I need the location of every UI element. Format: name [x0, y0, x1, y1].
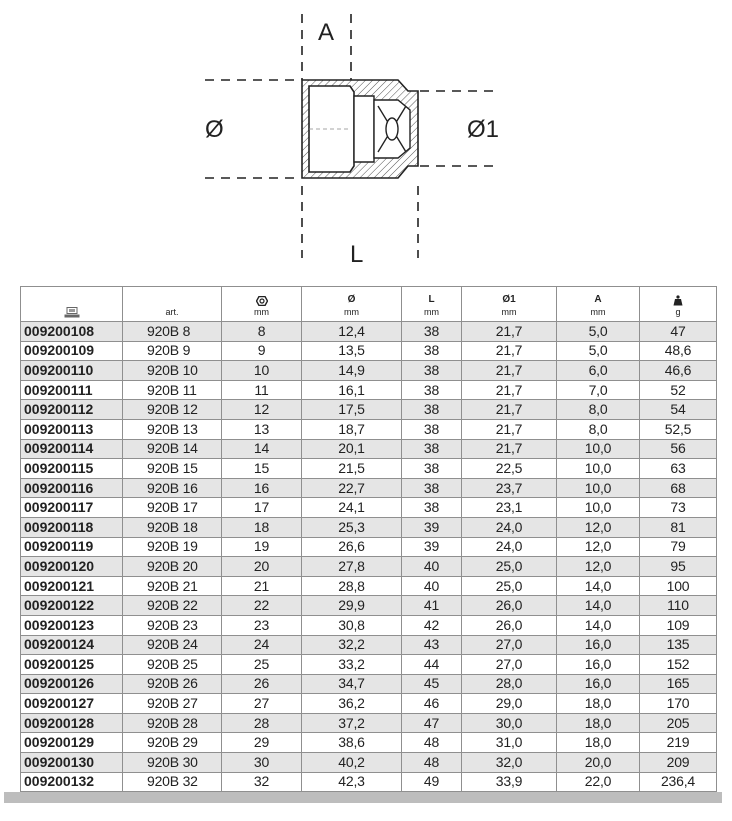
cell-code: 009200111	[21, 380, 123, 400]
cell-diameter: 12,4	[302, 322, 402, 342]
cell-hex-size: 14	[222, 439, 302, 459]
cell-hex-size: 9	[222, 341, 302, 361]
cell-art: 920B 22	[123, 596, 222, 616]
cell-diameter1: 25,0	[462, 576, 557, 596]
cell-diameter: 38,6	[302, 733, 402, 753]
cell-weight: 236,4	[640, 772, 717, 792]
cell-length: 38	[402, 459, 462, 479]
cell-a: 16,0	[557, 674, 640, 694]
cell-length: 40	[402, 557, 462, 577]
cell-code: 009200119	[21, 537, 123, 557]
cell-length: 38	[402, 498, 462, 518]
cell-a: 12,0	[557, 557, 640, 577]
header-length: L mm	[402, 287, 462, 322]
cell-hex-size: 23	[222, 615, 302, 635]
cell-length: 39	[402, 517, 462, 537]
cell-code: 009200113	[21, 419, 123, 439]
cell-art: 920B 8	[123, 322, 222, 342]
cell-hex-size: 25	[222, 655, 302, 675]
header-code	[21, 287, 123, 322]
cell-code: 009200125	[21, 655, 123, 675]
cell-code: 009200108	[21, 322, 123, 342]
cell-diameter1: 30,0	[462, 713, 557, 733]
cell-diameter1: 29,0	[462, 694, 557, 714]
cell-hex-size: 24	[222, 635, 302, 655]
table-row	[21, 478, 717, 498]
cell-hex-size: 27	[222, 694, 302, 714]
cell-diameter: 14,9	[302, 361, 402, 381]
table-body	[21, 322, 717, 792]
table-row	[21, 674, 717, 694]
cell-code: 009200123	[21, 615, 123, 635]
cell-diameter: 22,7	[302, 478, 402, 498]
cell-length: 45	[402, 674, 462, 694]
cell-diameter1: 31,0	[462, 733, 557, 753]
cell-art: 920B 15	[123, 459, 222, 479]
cell-diameter1: 21,7	[462, 400, 557, 420]
table-row	[21, 576, 717, 596]
cell-art: 920B 18	[123, 517, 222, 537]
bottom-divider-bar	[4, 792, 722, 803]
cell-weight: 95	[640, 557, 717, 577]
cell-hex-size: 29	[222, 733, 302, 753]
specification-table	[20, 286, 717, 792]
table-row	[21, 537, 717, 557]
socket-section	[302, 80, 418, 178]
cell-a: 20,0	[557, 753, 640, 773]
cell-length: 38	[402, 419, 462, 439]
cell-code: 009200109	[21, 341, 123, 361]
cell-code: 009200115	[21, 459, 123, 479]
cell-hex-size: 11	[222, 380, 302, 400]
cell-code: 009200132	[21, 772, 123, 792]
table-row	[21, 596, 717, 616]
cell-weight: 81	[640, 517, 717, 537]
header-hex-size: mm	[222, 287, 302, 322]
cell-hex-size: 18	[222, 517, 302, 537]
cell-weight: 209	[640, 753, 717, 773]
table-row	[21, 419, 717, 439]
cell-art: 920B 13	[123, 419, 222, 439]
table-row	[21, 498, 717, 518]
table-row	[21, 635, 717, 655]
barcode-scanner-icon	[64, 307, 80, 317]
cell-a: 8,0	[557, 400, 640, 420]
cell-art: 920B 9	[123, 341, 222, 361]
cell-a: 14,0	[557, 596, 640, 616]
table-row	[21, 380, 717, 400]
cell-art: 920B 28	[123, 713, 222, 733]
cell-hex-size: 19	[222, 537, 302, 557]
cell-diameter: 21,5	[302, 459, 402, 479]
cell-code: 009200118	[21, 517, 123, 537]
cell-weight: 46,6	[640, 361, 717, 381]
cell-hex-size: 30	[222, 753, 302, 773]
table-row	[21, 322, 717, 342]
header-diameter1: Ø1 mm	[462, 287, 557, 322]
cell-diameter1: 28,0	[462, 674, 557, 694]
cell-length: 43	[402, 635, 462, 655]
cell-weight: 52	[640, 380, 717, 400]
cell-diameter1: 26,0	[462, 615, 557, 635]
cell-weight: 52,5	[640, 419, 717, 439]
table-row	[21, 694, 717, 714]
cell-diameter: 25,3	[302, 517, 402, 537]
socket-dimension-diagram	[0, 0, 732, 280]
cell-diameter1: 26,0	[462, 596, 557, 616]
cell-art: 920B 10	[123, 361, 222, 381]
cell-length: 47	[402, 713, 462, 733]
cell-a: 7,0	[557, 380, 640, 400]
cell-weight: 109	[640, 615, 717, 635]
cell-code: 009200127	[21, 694, 123, 714]
cell-code: 009200122	[21, 596, 123, 616]
dimension-label-diameter1: Ø1	[467, 116, 500, 143]
cell-diameter: 29,9	[302, 596, 402, 616]
dimension-label-diameter: Ø	[205, 116, 224, 143]
cell-code: 009200114	[21, 439, 123, 459]
cell-weight: 165	[640, 674, 717, 694]
cell-diameter: 30,8	[302, 615, 402, 635]
cell-weight: 152	[640, 655, 717, 675]
cell-hex-size: 20	[222, 557, 302, 577]
cell-a: 5,0	[557, 341, 640, 361]
cell-hex-size: 15	[222, 459, 302, 479]
cell-a: 18,0	[557, 694, 640, 714]
cell-art: 920B 19	[123, 537, 222, 557]
cell-diameter: 37,2	[302, 713, 402, 733]
weight-icon	[640, 294, 716, 306]
cell-hex-size: 28	[222, 713, 302, 733]
cell-diameter1: 23,1	[462, 498, 557, 518]
cell-diameter: 34,7	[302, 674, 402, 694]
cell-diameter1: 21,7	[462, 380, 557, 400]
cell-a: 5,0	[557, 322, 640, 342]
cell-diameter1: 32,0	[462, 753, 557, 773]
cell-art: 920B 24	[123, 635, 222, 655]
cell-length: 38	[402, 380, 462, 400]
table-row	[21, 713, 717, 733]
cell-weight: 48,6	[640, 341, 717, 361]
cell-length: 48	[402, 753, 462, 773]
cell-weight: 79	[640, 537, 717, 557]
cell-code: 009200117	[21, 498, 123, 518]
cell-length: 38	[402, 361, 462, 381]
cell-diameter1: 21,7	[462, 419, 557, 439]
cell-hex-size: 22	[222, 596, 302, 616]
cell-weight: 219	[640, 733, 717, 753]
table-row	[21, 655, 717, 675]
cell-art: 920B 20	[123, 557, 222, 577]
cell-code: 009200116	[21, 478, 123, 498]
cell-diameter: 40,2	[302, 753, 402, 773]
cell-code: 009200129	[21, 733, 123, 753]
table-row	[21, 733, 717, 753]
cell-diameter: 42,3	[302, 772, 402, 792]
cell-diameter1: 21,7	[462, 439, 557, 459]
cell-a: 6,0	[557, 361, 640, 381]
cell-diameter1: 23,7	[462, 478, 557, 498]
cell-a: 8,0	[557, 419, 640, 439]
cell-diameter: 32,2	[302, 635, 402, 655]
cell-diameter1: 25,0	[462, 557, 557, 577]
cell-a: 12,0	[557, 517, 640, 537]
cell-code: 009200112	[21, 400, 123, 420]
cell-diameter1: 27,0	[462, 635, 557, 655]
cell-code: 009200130	[21, 753, 123, 773]
cell-hex-size: 21	[222, 576, 302, 596]
cell-hex-size: 16	[222, 478, 302, 498]
table-row	[21, 439, 717, 459]
dimension-label-a: A	[318, 19, 335, 46]
cell-length: 38	[402, 478, 462, 498]
cell-art: 920B 14	[123, 439, 222, 459]
cell-art: 920B 29	[123, 733, 222, 753]
cell-length: 49	[402, 772, 462, 792]
cell-a: 22,0	[557, 772, 640, 792]
cell-a: 14,0	[557, 576, 640, 596]
cell-weight: 56	[640, 439, 717, 459]
cell-a: 14,0	[557, 615, 640, 635]
cell-length: 38	[402, 400, 462, 420]
cell-art: 920B 11	[123, 380, 222, 400]
cell-a: 10,0	[557, 498, 640, 518]
cell-a: 18,0	[557, 733, 640, 753]
cell-diameter: 17,5	[302, 400, 402, 420]
table-row	[21, 459, 717, 479]
table-row	[21, 753, 717, 773]
table-row	[21, 772, 717, 792]
cell-length: 44	[402, 655, 462, 675]
cell-weight: 63	[640, 459, 717, 479]
cell-diameter1: 33,9	[462, 772, 557, 792]
cell-a: 18,0	[557, 713, 640, 733]
cell-diameter1: 21,7	[462, 322, 557, 342]
cell-diameter: 36,2	[302, 694, 402, 714]
cell-code: 009200128	[21, 713, 123, 733]
cell-diameter1: 27,0	[462, 655, 557, 675]
cell-a: 10,0	[557, 439, 640, 459]
cell-diameter1: 24,0	[462, 517, 557, 537]
cell-length: 42	[402, 615, 462, 635]
cell-a: 16,0	[557, 635, 640, 655]
cell-weight: 68	[640, 478, 717, 498]
cell-code: 009200120	[21, 557, 123, 577]
cell-art: 920B 16	[123, 478, 222, 498]
cell-diameter: 28,8	[302, 576, 402, 596]
cell-art: 920B 26	[123, 674, 222, 694]
header-weight: g	[640, 287, 717, 322]
cell-code: 009200126	[21, 674, 123, 694]
table-row	[21, 557, 717, 577]
cell-weight: 47	[640, 322, 717, 342]
cell-weight: 73	[640, 498, 717, 518]
table-row	[21, 517, 717, 537]
cell-weight: 100	[640, 576, 717, 596]
cell-art: 920B 12	[123, 400, 222, 420]
header-art: art.	[123, 287, 222, 322]
table-row	[21, 341, 717, 361]
cell-length: 38	[402, 341, 462, 361]
header-row	[21, 287, 717, 322]
cell-hex-size: 32	[222, 772, 302, 792]
cell-weight: 205	[640, 713, 717, 733]
cell-diameter1: 24,0	[462, 537, 557, 557]
cell-length: 39	[402, 537, 462, 557]
cell-hex-size: 13	[222, 419, 302, 439]
table-row	[21, 400, 717, 420]
cell-length: 40	[402, 576, 462, 596]
cell-hex-size: 12	[222, 400, 302, 420]
cell-art: 920B 32	[123, 772, 222, 792]
cell-diameter: 27,8	[302, 557, 402, 577]
cell-weight: 170	[640, 694, 717, 714]
cell-diameter: 26,6	[302, 537, 402, 557]
cell-length: 38	[402, 322, 462, 342]
cell-a: 16,0	[557, 655, 640, 675]
cell-a: 10,0	[557, 459, 640, 479]
dimension-label-l: L	[350, 241, 364, 268]
cell-a: 10,0	[557, 478, 640, 498]
cell-diameter1: 21,7	[462, 361, 557, 381]
table-row	[21, 361, 717, 381]
cell-diameter: 24,1	[302, 498, 402, 518]
cell-art: 920B 23	[123, 615, 222, 635]
cell-art: 920B 25	[123, 655, 222, 675]
cell-art: 920B 27	[123, 694, 222, 714]
cell-art: 920B 17	[123, 498, 222, 518]
cell-diameter1: 21,7	[462, 341, 557, 361]
cell-length: 48	[402, 733, 462, 753]
cell-weight: 110	[640, 596, 717, 616]
cell-art: 920B 21	[123, 576, 222, 596]
cell-diameter: 18,7	[302, 419, 402, 439]
header-diameter: Ø mm	[302, 287, 402, 322]
cell-diameter: 20,1	[302, 439, 402, 459]
cell-hex-size: 17	[222, 498, 302, 518]
table-row	[21, 615, 717, 635]
cell-diameter: 13,5	[302, 341, 402, 361]
cell-code: 009200110	[21, 361, 123, 381]
cell-length: 41	[402, 596, 462, 616]
cell-hex-size: 26	[222, 674, 302, 694]
cell-art: 920B 30	[123, 753, 222, 773]
cell-weight: 54	[640, 400, 717, 420]
cell-a: 12,0	[557, 537, 640, 557]
cell-diameter: 33,2	[302, 655, 402, 675]
table-header	[21, 287, 717, 322]
cell-hex-size: 10	[222, 361, 302, 381]
cell-weight: 135	[640, 635, 717, 655]
header-a: A mm	[557, 287, 640, 322]
cell-code: 009200121	[21, 576, 123, 596]
cell-diameter1: 22,5	[462, 459, 557, 479]
cell-code: 009200124	[21, 635, 123, 655]
cell-length: 46	[402, 694, 462, 714]
cell-diameter: 16,1	[302, 380, 402, 400]
hex-nut-icon	[222, 294, 301, 306]
cell-hex-size: 8	[222, 322, 302, 342]
cell-length: 38	[402, 439, 462, 459]
